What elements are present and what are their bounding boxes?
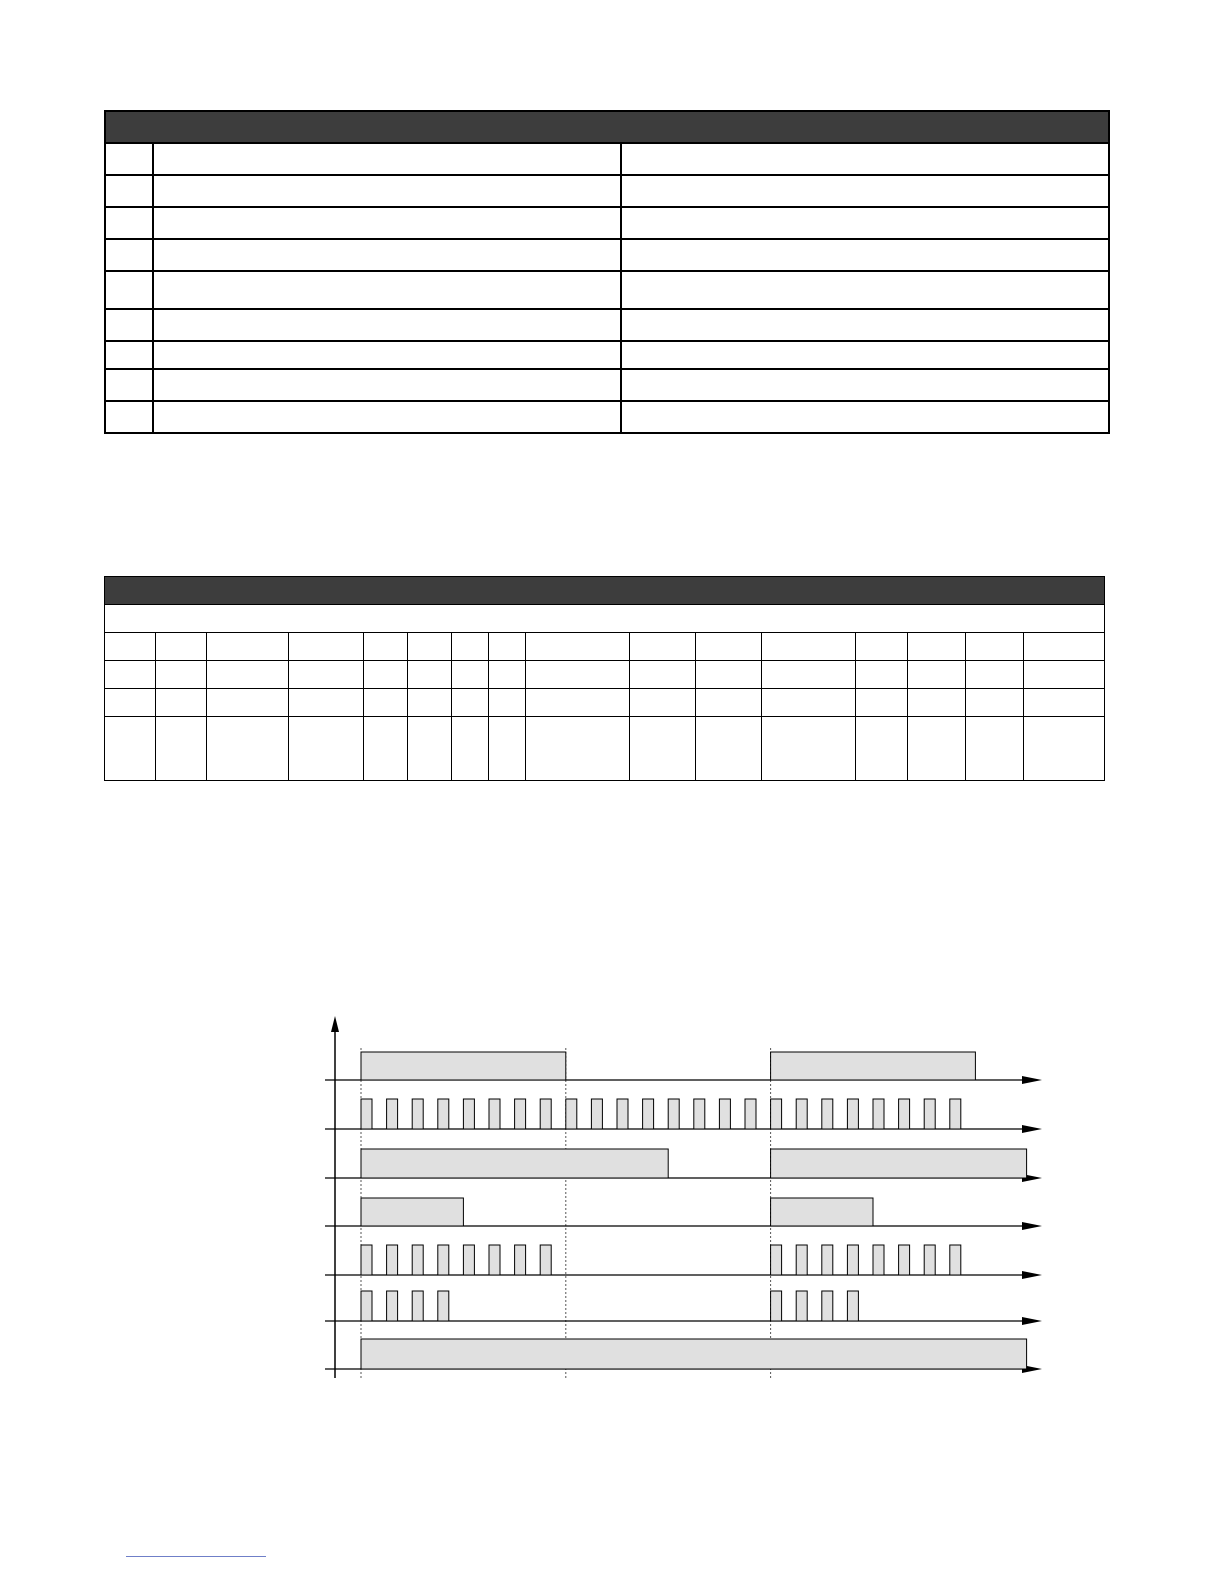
table-cell	[526, 661, 630, 689]
signal-pulse	[796, 1099, 807, 1129]
table-cell	[621, 271, 1109, 309]
table-cell	[153, 175, 621, 207]
signal-pulse	[899, 1245, 910, 1275]
table-cell	[621, 239, 1109, 271]
table-cell	[207, 717, 289, 781]
signal-pulse	[489, 1245, 500, 1275]
signal-pulse	[387, 1245, 398, 1275]
signal-high-segment	[771, 1198, 873, 1226]
signal-pulse	[822, 1245, 833, 1275]
signal-pulse	[540, 1099, 551, 1129]
signal-pulse	[822, 1291, 833, 1321]
signal-pulse	[771, 1099, 782, 1129]
table-row	[105, 717, 1105, 781]
table-cell	[289, 633, 364, 661]
table-cell	[105, 661, 156, 689]
signal-pulse	[694, 1099, 705, 1129]
table-cell	[966, 633, 1024, 661]
table-cell	[621, 369, 1109, 401]
table-cell	[966, 661, 1024, 689]
table-cell	[621, 341, 1109, 369]
table-cell	[696, 661, 762, 689]
signal-pulse	[387, 1099, 398, 1129]
signal-pulse	[387, 1291, 398, 1321]
table-row	[105, 633, 1105, 661]
signal-high-segment	[361, 1339, 1027, 1369]
table-cell	[630, 689, 696, 717]
table-cell	[105, 271, 153, 309]
signal-arrow	[1022, 1222, 1042, 1230]
table-cell	[408, 717, 452, 781]
table-cell	[105, 717, 156, 781]
signal-pulse	[924, 1245, 935, 1275]
table-cell	[207, 689, 289, 717]
table-cell	[207, 661, 289, 689]
table-cell	[153, 341, 621, 369]
table-cell	[621, 175, 1109, 207]
table-cell	[696, 689, 762, 717]
signal-pulse	[489, 1099, 500, 1129]
table-cell	[105, 689, 156, 717]
table-cell	[408, 633, 452, 661]
signal-high-segment	[361, 1198, 463, 1226]
table-row	[105, 401, 1109, 433]
table-cell	[408, 689, 452, 717]
signal-pulse	[361, 1099, 372, 1129]
signal-pulse	[771, 1291, 782, 1321]
table-cell	[452, 689, 489, 717]
table-cell	[908, 689, 966, 717]
table-cell	[207, 633, 289, 661]
table-cell	[105, 369, 153, 401]
signal-pulse	[719, 1099, 730, 1129]
table-cell	[621, 401, 1109, 433]
signal-pulse	[847, 1099, 858, 1129]
table-cell	[105, 239, 153, 271]
signal-pulse	[438, 1291, 449, 1321]
table-2-subheader	[105, 605, 1105, 633]
table-cell	[630, 661, 696, 689]
table-cell	[856, 633, 908, 661]
signal-pulse	[566, 1099, 577, 1129]
table-cell	[489, 689, 526, 717]
signal-high-segment	[771, 1052, 976, 1080]
signal-pulse	[822, 1099, 833, 1129]
signal-pulse	[924, 1099, 935, 1129]
signal-pulse	[796, 1245, 807, 1275]
table-row	[105, 309, 1109, 341]
table-cell	[1024, 633, 1105, 661]
table-cell	[762, 717, 856, 781]
table-cell	[489, 717, 526, 781]
table-cell	[153, 369, 621, 401]
table-cell	[153, 401, 621, 433]
table-cell	[364, 633, 408, 661]
table-1-header	[105, 111, 1109, 143]
table-cell	[908, 717, 966, 781]
table-row	[105, 239, 1109, 271]
table-cell	[856, 717, 908, 781]
signal-pulse	[873, 1099, 884, 1129]
table-cell	[105, 309, 153, 341]
signal-pulse	[950, 1099, 961, 1129]
table-cell	[105, 143, 153, 175]
table-cell	[452, 661, 489, 689]
table-cell	[289, 689, 364, 717]
table-cell	[408, 661, 452, 689]
table-row	[105, 175, 1109, 207]
table-cell	[762, 633, 856, 661]
timing-diagram	[300, 1008, 1060, 1388]
signal-pulse	[515, 1099, 526, 1129]
table-row	[105, 143, 1109, 175]
table-cell	[153, 271, 621, 309]
table-cell	[153, 309, 621, 341]
y-axis-arrow	[331, 1016, 339, 1032]
table-cell	[489, 633, 526, 661]
table-cell	[621, 143, 1109, 175]
signal-pulse	[438, 1099, 449, 1129]
table-cell	[856, 661, 908, 689]
table-cell	[1024, 717, 1105, 781]
signal-pulse	[361, 1291, 372, 1321]
signal-pulse	[643, 1099, 654, 1129]
table-2-header	[105, 577, 1105, 605]
signal-pulse	[950, 1245, 961, 1275]
table-cell	[526, 717, 630, 781]
table-cell	[489, 661, 526, 689]
table-cell	[1024, 689, 1105, 717]
table-cell	[630, 633, 696, 661]
table-row	[105, 271, 1109, 309]
signal-pulse	[617, 1099, 628, 1129]
table-cell	[364, 717, 408, 781]
table-cell	[762, 689, 856, 717]
table-cell	[105, 401, 153, 433]
table-cell	[105, 175, 153, 207]
signal-pulse	[796, 1291, 807, 1321]
signal-arrow	[1022, 1125, 1042, 1133]
table-cell	[153, 143, 621, 175]
table-1	[104, 110, 1110, 434]
table-cell	[364, 661, 408, 689]
table-row	[105, 341, 1109, 369]
table-cell	[105, 633, 156, 661]
signal-arrow	[1022, 1271, 1042, 1279]
signal-pulse	[873, 1245, 884, 1275]
signal-pulse	[412, 1245, 423, 1275]
signal-pulse	[463, 1245, 474, 1275]
table-cell	[621, 309, 1109, 341]
table-cell	[153, 207, 621, 239]
signal-arrow	[1022, 1076, 1042, 1084]
table-cell	[762, 661, 856, 689]
table-cell	[156, 661, 207, 689]
signal-pulse	[847, 1291, 858, 1321]
signal-pulse	[515, 1245, 526, 1275]
table-cell	[1024, 661, 1105, 689]
signal-pulse	[771, 1245, 782, 1275]
table-cell	[289, 717, 364, 781]
table-cell	[908, 633, 966, 661]
table-cell	[153, 239, 621, 271]
table-cell	[452, 633, 489, 661]
table-cell	[289, 661, 364, 689]
table-cell	[966, 689, 1024, 717]
table-cell	[966, 717, 1024, 781]
table-cell	[105, 207, 153, 239]
table-row	[105, 689, 1105, 717]
signal-pulse	[412, 1099, 423, 1129]
signal-pulse	[899, 1099, 910, 1129]
signal-pulse	[591, 1099, 602, 1129]
signal-pulse	[847, 1245, 858, 1275]
table-cell	[696, 717, 762, 781]
signal-pulse	[361, 1245, 372, 1275]
table-cell	[156, 717, 207, 781]
table-cell	[908, 661, 966, 689]
table-row	[105, 207, 1109, 239]
table-row	[105, 661, 1105, 689]
table-cell	[105, 341, 153, 369]
table-cell	[452, 717, 489, 781]
table-cell	[696, 633, 762, 661]
signal-pulse	[412, 1291, 423, 1321]
table-cell	[156, 633, 207, 661]
signal-arrow	[1022, 1317, 1042, 1325]
table-cell	[621, 207, 1109, 239]
signal-pulse	[745, 1099, 756, 1129]
table-cell	[156, 689, 207, 717]
signal-pulse	[668, 1099, 679, 1129]
table-row	[105, 369, 1109, 401]
table-cell	[364, 689, 408, 717]
signal-pulse	[438, 1245, 449, 1275]
signal-pulse	[540, 1245, 551, 1275]
footnote-rule	[126, 1556, 266, 1557]
table-cell	[856, 689, 908, 717]
signal-pulse	[463, 1099, 474, 1129]
table-cell	[526, 633, 630, 661]
signal-high-segment	[361, 1052, 566, 1080]
signal-high-segment	[771, 1149, 1027, 1178]
table-cell	[526, 689, 630, 717]
signal-high-segment	[361, 1149, 668, 1178]
table-2	[104, 576, 1105, 781]
table-cell	[630, 717, 696, 781]
